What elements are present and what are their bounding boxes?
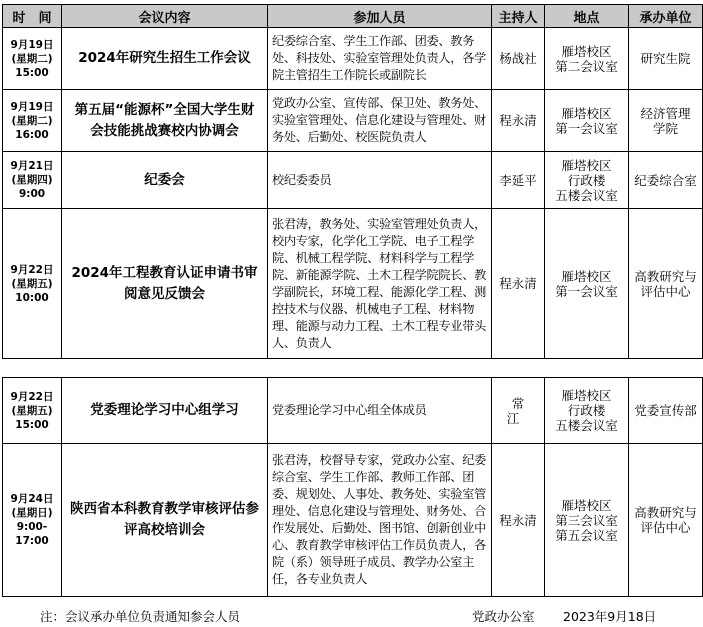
date-text: 9月24日 bbox=[10, 493, 54, 505]
attendees-cell: 党委理论学习中心组全体成员 bbox=[268, 378, 492, 444]
location-cell bbox=[545, 152, 629, 209]
weekday-text: (星期五) bbox=[11, 277, 53, 290]
meeting-title: 党委理论学习中心组学习 bbox=[62, 378, 268, 444]
weekday-text: (星期二) bbox=[11, 114, 53, 127]
meeting-title: 第五届“能源杯”全国大学生财会技能挑战赛校内协调会 bbox=[62, 90, 268, 152]
location-line: 雁塔校区 bbox=[561, 157, 612, 173]
date-text: 9月19日 bbox=[10, 100, 54, 113]
location-cell bbox=[545, 209, 629, 359]
organizer-cell bbox=[629, 378, 703, 444]
time-cell bbox=[3, 90, 62, 152]
attendees-cell: 张君涛，教务处、实验室管理处负责人，校内专家，化学化工学院、电子工程学院、机械工程学院、材料科学与工程学院、新能源学院、土木工程学院院长、教学副院长，环境工程、能源化学工程、测控技术与仪器、机械电子工程、材料物理、能源与动力工程、土木工程专业带头人、负责人 bbox=[268, 209, 492, 359]
location-line: 第一会议室 bbox=[555, 120, 618, 136]
header-row bbox=[3, 5, 703, 28]
location-line: 雁塔校区 bbox=[561, 43, 612, 59]
organizer-line: 经济管理 bbox=[640, 105, 691, 121]
time-cell bbox=[3, 28, 62, 90]
organizer-line: 评估中心 bbox=[640, 283, 691, 299]
organizer-cell bbox=[629, 152, 703, 209]
header-organizer: 承办单位 bbox=[629, 5, 703, 28]
host-cell bbox=[492, 378, 545, 444]
footer-date: 2023年9月18日 bbox=[563, 609, 657, 624]
organizer-line: 党委宣传部 bbox=[634, 403, 697, 418]
location-line: 第二会议室 bbox=[555, 58, 618, 74]
table-row bbox=[3, 90, 703, 152]
location-line: 行政楼 bbox=[567, 403, 606, 418]
host-cell: 李延平 bbox=[492, 152, 545, 209]
time-cell bbox=[3, 209, 62, 359]
location-line: 五楼会议室 bbox=[555, 418, 618, 433]
host-cell: 杨战社 bbox=[492, 28, 545, 90]
location-line: 雁塔校区 bbox=[561, 268, 612, 284]
header-time: 时 间 bbox=[3, 5, 62, 28]
hour-text: 9:00 bbox=[18, 188, 46, 200]
weekday-text: (星期四) bbox=[11, 174, 53, 186]
table-row bbox=[3, 152, 703, 209]
date-text: 9月21日 bbox=[10, 160, 54, 172]
hour-text: 16:00 bbox=[15, 128, 49, 141]
location-line: 第一会议室 bbox=[555, 283, 618, 299]
attendees-cell: 校纪委委员 bbox=[268, 152, 492, 209]
organizer-cell bbox=[629, 444, 703, 597]
footer-office: 党政办公室 bbox=[472, 609, 535, 624]
footer-note: 注：会议承办单位负责通知参会人员 bbox=[40, 609, 241, 624]
weekday-text: (星期五) bbox=[11, 404, 53, 417]
location-line: 雁塔校区 bbox=[561, 105, 612, 121]
meeting-title: 2024年工程教育认证申请书审阅意见反馈会 bbox=[62, 209, 268, 359]
organizer-cell bbox=[629, 90, 703, 152]
meeting-title: 陕西省本科教育教学审核评估参评高校培训会 bbox=[62, 444, 268, 597]
hour-text: 15:00 bbox=[15, 66, 49, 79]
attendees-cell: 纪委综合室、学生工作部、团委、教务处、科技处、实验室管理处负责人，各学院主管招生工作院长或副院长 bbox=[268, 28, 492, 90]
header-attendees: 参加人员 bbox=[268, 5, 492, 28]
organizer-line: 高教研究与 bbox=[634, 268, 697, 284]
table-row bbox=[3, 378, 703, 444]
location-cell bbox=[545, 444, 629, 597]
location-line: 雁塔校区 bbox=[561, 497, 612, 513]
weekday-text: (星期二) bbox=[11, 52, 53, 65]
organizer-line: 高教研究与 bbox=[634, 505, 697, 520]
location-line: 第三会议室 bbox=[555, 512, 618, 528]
weekday-text: (星期日) bbox=[11, 507, 53, 519]
time-cell bbox=[3, 152, 62, 209]
organizer-cell bbox=[629, 209, 703, 359]
organizer-line: 评估中心 bbox=[640, 520, 691, 535]
meeting-title: 纪委会 bbox=[62, 152, 268, 209]
host-cell: 程永清 bbox=[492, 209, 545, 359]
attendees-cell: 党政办公室、宣传部、保卫处、教务处、实验室管理处、信息化建设与管理处、财务处、后勤处、校医院负责人 bbox=[268, 90, 492, 152]
time-cell bbox=[3, 378, 62, 444]
date-text: 9月19日 bbox=[10, 38, 54, 51]
hour-text: 15:00 bbox=[15, 418, 49, 431]
organizer-line: 学院 bbox=[652, 120, 678, 136]
location-line: 行政楼 bbox=[567, 172, 606, 188]
host-cell: 程永清 bbox=[492, 444, 545, 597]
date-text: 9月22日 bbox=[10, 263, 54, 276]
header-location: 地点 bbox=[545, 5, 629, 28]
hour-text: 10:00 bbox=[15, 291, 49, 304]
header-content: 会议内容 bbox=[62, 5, 268, 28]
location-line: 第五会议室 bbox=[555, 527, 618, 543]
location-line: 五楼会议室 bbox=[555, 187, 618, 203]
attendees-cell: 张君涛，校督导专家，党政办公室、纪委综合室、学生工作部、教师工作部、团委、规划处、人事处、教务处、实验室管理处、信息化建设与管理处、财务处、合作发展处、后勤处、图书馆、创新创业中心、教育教学审核评估工作员负责人，各院（系）领导班子成员、教学办公室主任，各专业负责人 bbox=[268, 444, 492, 597]
host-cell: 程永清 bbox=[492, 90, 545, 152]
meeting-title: 2024年研究生招生工作会议 bbox=[62, 28, 268, 90]
table-row bbox=[3, 28, 703, 90]
location-cell bbox=[545, 90, 629, 152]
host-name: 常江 bbox=[506, 395, 535, 426]
header-host: 主持人 bbox=[492, 5, 545, 28]
schedule-table-top bbox=[2, 4, 703, 359]
schedule-table-bottom bbox=[2, 377, 703, 597]
time-cell bbox=[3, 444, 62, 597]
location-cell bbox=[545, 28, 629, 90]
hour-text: 9:00- bbox=[16, 521, 48, 533]
organizer-line: 纪委综合室 bbox=[634, 172, 697, 188]
table-row bbox=[3, 444, 703, 597]
organizer-cell bbox=[629, 28, 703, 90]
location-cell bbox=[545, 378, 629, 444]
date-text: 9月22日 bbox=[10, 390, 54, 403]
organizer-line: 研究生院 bbox=[640, 51, 691, 66]
location-line: 雁塔校区 bbox=[561, 388, 612, 403]
hour-text: 17:00 bbox=[15, 535, 49, 547]
table-row bbox=[3, 209, 703, 359]
